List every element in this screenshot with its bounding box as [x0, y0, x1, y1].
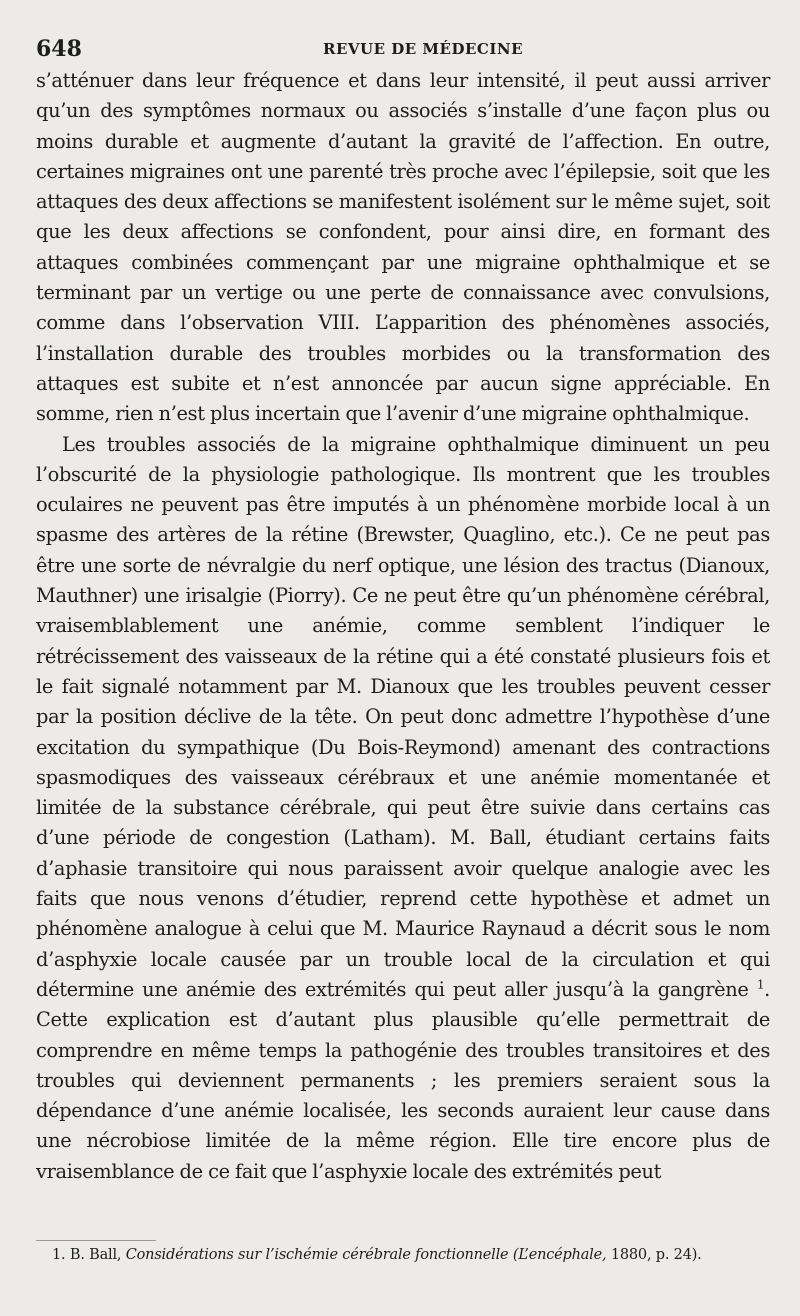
- footnote-author: B. Ball,: [69, 1247, 122, 1263]
- footnote-number: 1.: [52, 1247, 66, 1263]
- body-text: [36, 66, 770, 1187]
- footnote-reference: 1: [756, 977, 765, 992]
- footnote-rule: [36, 1240, 156, 1241]
- footnote: [36, 1244, 770, 1266]
- journal-title: REVUE DE MÉDECINE: [322, 40, 523, 58]
- paragraph-2-text-before-ref: Les troubles associés de la migraine ophthalmique diminuent un peu l’obscurité de la physiologie pathologique. Ils montrent que les troubles oculaires ne peuvent pas être imputés à un phénomène morbide local à un spasme des artères de la rétine (Brewster, Quaglino, etc.). Ce ne peut pas être une sorte de névralgie du nerf optique, une lésion des tractus (Dianoux, Mauthner) une irisalgie (Piorry). Ce ne peut être qu’un phénomène cérébral, vraisemblablement une anémie, comme semblent l’indiquer le rétrécissement des vaisseaux de la rétine qui a été constaté plusieurs fois et le fait signalé notamment par M. Dianoux que les troubles peuvent cesser par la position déclive de la tête. On peut donc admettre l’hypothèse d’une excitation du sympathique (Du Bois-Reymond) amenant des contractions spasmodiques des vaisseaux cérébraux et une anémie momentanée et limitée de la substance cérébrale, qui peut être suivie dans certains cas d’une période de congestion (Latham). M. Ball, étudiant certains faits d’aphasie transitoire qui nous paraissent avoir quelque analogie avec les faits que nous venons d’étudier, reprend cette hypothèse et admet un phénomène analogue à celui que M. Maurice Raynaud a décrit sous le nom d’asphyxie locale causée par un trouble local de la circulation et qui détermine une anémie des extrémités qui peut aller jusqu’à la gangrène: [36, 432, 770, 1001]
- footnote-details: 1880, p. 24).: [610, 1247, 702, 1263]
- page-number: 648: [36, 36, 82, 62]
- paragraph-2: [36, 430, 770, 1187]
- running-head: [36, 36, 770, 64]
- paragraph-1: s’atténuer dans leur fréquence et dans leur intensité, il peut aussi arriver qu’un des symptômes normaux ou associés s’installe d’une façon plus ou moins durable et augmente d’autant la gravité de l’affection. En outre, certaines migraines ont une parenté très proche avec l’épilepsie, soit que les attaques des deux affections se manifestent isolément sur le même sujet, soit que les deux affections se confondent, pour ainsi dire, en formant des attaques combinées commençant par une migraine ophthalmique et se terminant par un vertige ou une perte de connaissance avec convulsions, comme dans l’observation VIII. L’apparition des phénomènes associés, l’installation durable des troubles morbides ou la transformation des attaques est subite et n’est annoncée par aucun signe appréciable. En somme, rien n’est plus incertain que l’avenir d’une migraine ophthalmique.: [36, 69, 770, 426]
- paragraph-2-text-after-ref: . Cette explication est d’autant plus plausible qu’elle permettrait de comprendre en même temps la pathogénie des troubles transitoires et des troubles qui deviennent permanents ; les premiers seraient sous la dépendance d’une anémie localisée, les seconds auraient leur cause dans une nécrobiose limitée de la même région. Elle tire encore plus de vraisemblance de ce fait que l’asphyxie locale des extrémités peut: [36, 977, 770, 1183]
- footnote-work-title: Considérations sur l’ischémie cérébrale fonctionnelle: [125, 1247, 509, 1263]
- footnote-source: (L’encéphale,: [512, 1247, 607, 1263]
